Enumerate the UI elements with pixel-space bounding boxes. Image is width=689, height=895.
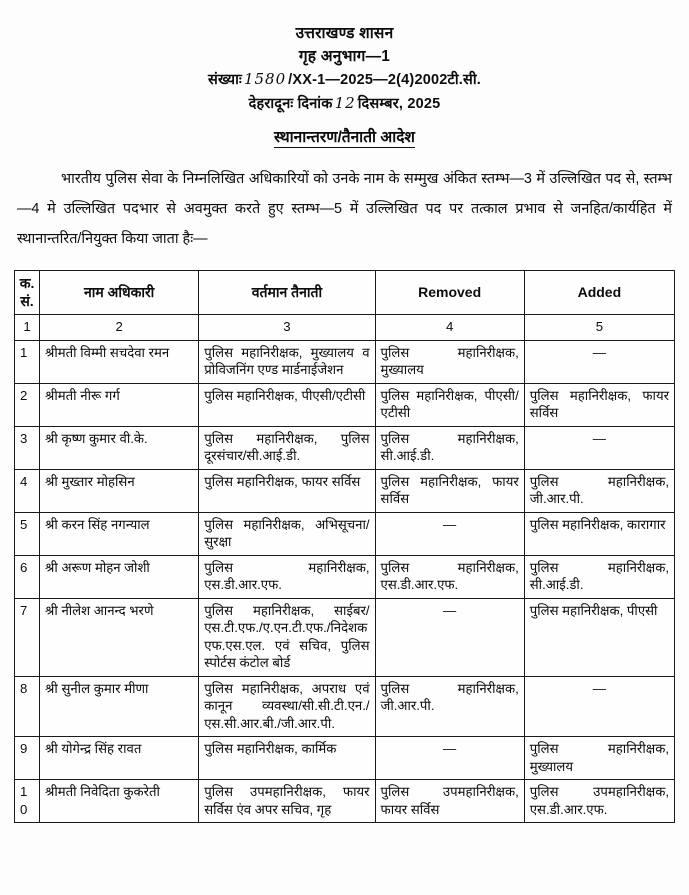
row-officer-name: श्री मुख्तार मोहसिन bbox=[40, 469, 199, 512]
government-line: उत्तराखण्ड शासन bbox=[295, 25, 394, 42]
table-row bbox=[15, 469, 675, 512]
row-added: पुलिस उपमहानिरीक्षक, एस.डी.आर.एफ. bbox=[524, 780, 674, 823]
row-serial: 2 bbox=[15, 383, 40, 426]
col-number-3: 3 bbox=[199, 315, 375, 341]
table-row bbox=[15, 780, 675, 823]
col-number-1: 1 bbox=[15, 315, 40, 341]
row-added: पुलिस महानिरीक्षक, पीएसी bbox=[524, 598, 674, 676]
table-number-row bbox=[15, 315, 675, 341]
row-added: — bbox=[524, 340, 674, 383]
table-row bbox=[15, 555, 675, 598]
col-number-5: 5 bbox=[524, 315, 674, 341]
row-current-posting: पुलिस महानिरीक्षक, मुख्यालय व प्रोविजनिंग एण्ड मार्डनाईजेशन bbox=[199, 340, 375, 383]
row-removed: पुलिस उपमहानिरीक्षक, फायर सर्विस bbox=[375, 780, 524, 823]
row-serial: 8 bbox=[15, 676, 40, 737]
row-added: पुलिस महानिरीक्षक, कारागार bbox=[524, 512, 674, 555]
row-current-posting: पुलिस उपमहानिरीक्षक, फायर सर्विस एंव अपर सचिव, गृह bbox=[199, 780, 375, 823]
row-added: — bbox=[524, 676, 674, 737]
row-added: पुलिस महानिरीक्षक, फायर सर्विस bbox=[524, 383, 674, 426]
row-removed: पुलिस महानिरीक्षक, एस.डी.आर.एफ. bbox=[375, 555, 524, 598]
row-added: पुलिस महानिरीक्षक, मुख्यालय bbox=[524, 737, 674, 780]
table-row bbox=[15, 426, 675, 469]
row-officer-name: श्री नीलेश आनन्द भरणे bbox=[40, 598, 199, 676]
row-removed: — bbox=[375, 598, 524, 676]
table-row bbox=[15, 512, 675, 555]
body-paragraph: भारतीय पुलिस सेवा के निम्नलिखित अधिकारियों को उनके नाम के सम्मुख अंकित स्तम्भ—3 में उल्लिखित पद से, स्तम्भ—4 मे उल्लिखित पदभार से अवमुक्त करते हुए स्तम्भ—5 में उल्लिखित पद पर तत्काल प्रभाव से जनहित/कार्यहित में स्थानान्तरित/नियुक्त किया जाता हैः— bbox=[17, 171, 672, 247]
order-number-suffix: /XX-1—2025—2(4)2002टी.सी. bbox=[288, 72, 481, 88]
row-serial: 6 bbox=[15, 555, 40, 598]
table-row bbox=[15, 676, 675, 737]
row-removed: — bbox=[375, 737, 524, 780]
row-removed: पुलिस महानिरीक्षक, पीएसी/एटीसी bbox=[375, 383, 524, 426]
col-header-serial: क.सं. bbox=[15, 271, 40, 315]
col-number-2: 2 bbox=[40, 315, 199, 341]
row-officer-name: श्री कृष्ण कुमार वी.के. bbox=[40, 426, 199, 469]
row-current-posting: पुलिस महानिरीक्षक, अभिसूचना/सुरक्षा bbox=[199, 512, 375, 555]
date-handwritten: 12 bbox=[334, 94, 356, 112]
row-current-posting: पुलिस महानिरीक्षक, पीएसी/एटीसी bbox=[199, 383, 375, 426]
col-header-removed: Removed bbox=[375, 271, 524, 315]
row-removed: पुलिस महानिरीक्षक, सी.आई.डी. bbox=[375, 426, 524, 469]
row-officer-name: श्रीमती निवेदिता कुकरेती bbox=[40, 780, 199, 823]
department-line: गृह अनुभाग—1 bbox=[298, 48, 391, 65]
row-current-posting: पुलिस महानिरीक्षक, कार्मिक bbox=[199, 737, 375, 780]
row-officer-name: श्री योगेन्द्र सिंह रावत bbox=[40, 737, 199, 780]
row-added: — bbox=[524, 426, 674, 469]
row-added: पुलिस महानिरीक्षक, जी.आर.पी. bbox=[524, 469, 674, 512]
table-header-row bbox=[15, 271, 675, 315]
row-serial: 4 bbox=[15, 469, 40, 512]
row-current-posting: पुलिस महानिरीक्षक, फायर सर्विस bbox=[199, 469, 375, 512]
row-current-posting: पुलिस महानिरीक्षक, अपराध एवं कानून व्यवस्था/सी.सी.टी.एन./एस.सी.आर.बी./जी.आर.पी. bbox=[199, 676, 375, 737]
row-officer-name: श्री करन सिंह नगन्याल bbox=[40, 512, 199, 555]
table-row bbox=[15, 383, 675, 426]
row-officer-name: श्रीमती नीरू गर्ग bbox=[40, 383, 199, 426]
row-serial: 10 bbox=[15, 780, 40, 823]
row-removed: — bbox=[375, 512, 524, 555]
table-row bbox=[15, 737, 675, 780]
row-removed: पुलिस महानिरीक्षक, जी.आर.पी. bbox=[375, 676, 524, 737]
row-officer-name: श्री सुनील कुमार मीणा bbox=[40, 676, 199, 737]
table-row bbox=[15, 340, 675, 383]
transfer-order-table bbox=[14, 270, 675, 823]
row-removed: पुलिस महानिरीक्षक, मुख्यालय bbox=[375, 340, 524, 383]
row-serial: 7 bbox=[15, 598, 40, 676]
row-officer-name: श्री अरूण मोहन जोशी bbox=[40, 555, 199, 598]
row-serial: 9 bbox=[15, 737, 40, 780]
document-header bbox=[0, 0, 689, 147]
row-serial: 5 bbox=[15, 512, 40, 555]
place-date-line bbox=[0, 92, 689, 116]
table-head bbox=[15, 271, 675, 341]
order-title bbox=[0, 125, 689, 147]
row-serial: 3 bbox=[15, 426, 40, 469]
table-body bbox=[15, 340, 675, 823]
col-header-current-posting: वर्तमान तैनाती bbox=[199, 271, 375, 315]
row-officer-name: श्रीमती विम्मी सचदेवा रमन bbox=[40, 340, 199, 383]
row-current-posting: पुलिस महानिरीक्षक, पुलिस दूरसंचार/सी.आई.डी. bbox=[199, 426, 375, 469]
row-current-posting: पुलिस महानिरीक्षक, एस.डी.आर.एफ. bbox=[199, 555, 375, 598]
date-suffix: दिसम्बर, 2025 bbox=[357, 96, 441, 112]
row-serial: 1 bbox=[15, 340, 40, 383]
col-header-added: Added bbox=[524, 271, 674, 315]
transfer-table-wrap bbox=[14, 270, 675, 823]
order-number-line bbox=[0, 68, 689, 92]
row-current-posting: पुलिस महानिरीक्षक, साईबर/एस.टी.एफ./ए.एन.टी.एफ./निदेशक एफ.एस.एल. एवं सचिव, पुलिस स्पोर्टस कंटोल बोर्ड bbox=[199, 598, 375, 676]
col-number-4: 4 bbox=[375, 315, 524, 341]
col-header-name: नाम अधिकारी bbox=[40, 271, 199, 315]
place-date-prefix: देहरादूनः दिनांक bbox=[248, 96, 333, 112]
order-number-prefix: संख्याः bbox=[207, 72, 242, 88]
order-title-text: स्थानान्तरण/तैनाती आदेश bbox=[274, 129, 415, 146]
row-removed: पुलिस महानिरीक्षक, फायर सर्विस bbox=[375, 469, 524, 512]
row-added: पुलिस महानिरीक्षक, सी.आई.डी. bbox=[524, 555, 674, 598]
table-row bbox=[15, 598, 675, 676]
order-number-handwritten: 1580 bbox=[243, 70, 287, 88]
